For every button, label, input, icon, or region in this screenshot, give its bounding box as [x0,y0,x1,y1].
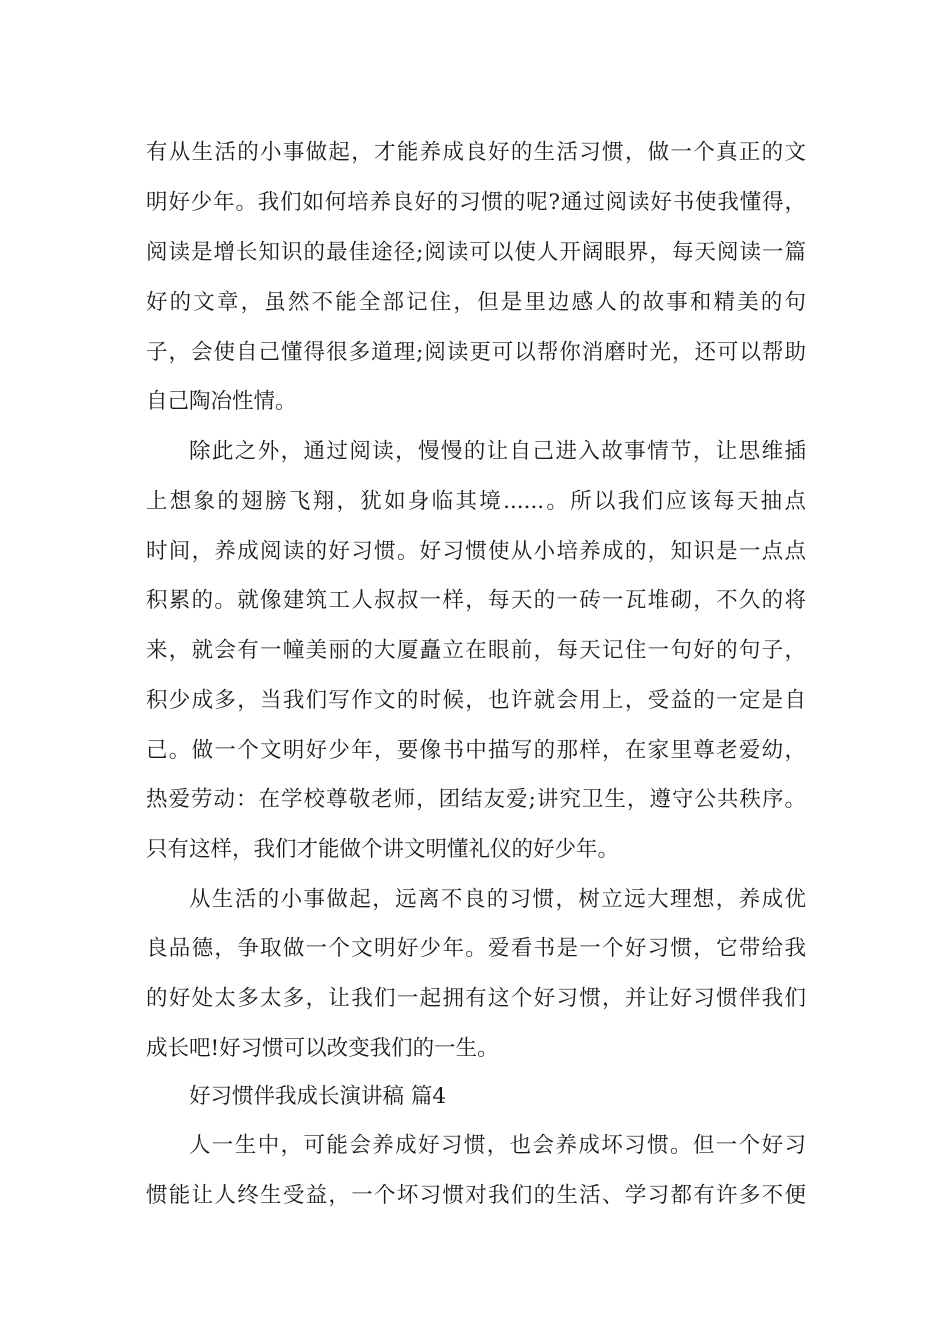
paragraph-1-line-2: 明好少年。我们如何培养良好的习惯的呢?通过阅读好书使我懂得， [146,190,806,215]
section-heading: 好习惯伴我成长演讲稿 篇4 [189,1084,447,1109]
paragraph-4-line-2: 惯能让人终生受益，一个坏习惯对我们的生活、学习都有许多不便 [146,1183,806,1208]
paragraph-3-line-4: 成长吧!好习惯可以改变我们的一生。 [146,1036,499,1061]
paragraph-3-line-1: 从生活的小事做起，远离不良的习惯，树立远大理想，养成优 [189,887,806,912]
paragraph-2-line-9: 只有这样，我们才能做个讲文明懂礼仪的好少年。 [146,837,620,862]
paragraph-2-line-6: 积少成多，当我们写作文的时候，也许就会用上，受益的一定是自 [146,688,806,713]
paragraph-1-line-6: 自己陶冶性情。 [146,389,297,414]
paragraph-2-line-1: 除此之外，通过阅读，慢慢的让自己进入故事情节，让思维插 [189,439,806,464]
paragraph-3-line-3: 的好处太多太多，让我们一起拥有这个好习惯，并让好习惯伴我们 [146,986,806,1011]
paragraph-2-line-3: 时间，养成阅读的好习惯。好习惯使从小培养成的，知识是一点点 [146,539,806,564]
paragraph-2-line-8: 热爱劳动：在学校尊敬老师，团结友爱;讲究卫生，遵守公共秩序。 [146,787,806,812]
paragraph-1-line-3: 阅读是增长知识的最佳途径;阅读可以使人开阔眼界，每天阅读一篇 [146,240,806,265]
paragraph-2-line-4: 积累的。就像建筑工人叔叔一样，每天的一砖一瓦堆砌，不久的将 [146,588,806,613]
paragraph-3-line-2: 良品德，争取做一个文明好少年。爱看书是一个好习惯，它带给我 [146,936,806,961]
paragraph-2-line-2: 上想象的翅膀飞翔，犹如身临其境......。所以我们应该每天抽点 [146,489,806,514]
paragraph-2-line-5: 来，就会有一幢美丽的大厦矗立在眼前，每天记住一句好的句子， [146,638,806,663]
paragraph-1-line-5: 子，会使自己懂得很多道理;阅读更可以帮你消磨时光，还可以帮助 [146,340,806,365]
paragraph-1-line-1: 有从生活的小事做起，才能养成良好的生活习惯，做一个真正的文 [146,140,806,165]
paragraph-1-line-4: 好的文章，虽然不能全部记住，但是里边感人的故事和精美的句 [146,290,806,315]
paragraph-4-line-1: 人一生中，可能会养成好习惯，也会养成坏习惯。但一个好习 [189,1133,806,1158]
paragraph-2-line-7: 己。做一个文明好少年，要像书中描写的那样，在家里尊老爱幼， [146,738,806,763]
